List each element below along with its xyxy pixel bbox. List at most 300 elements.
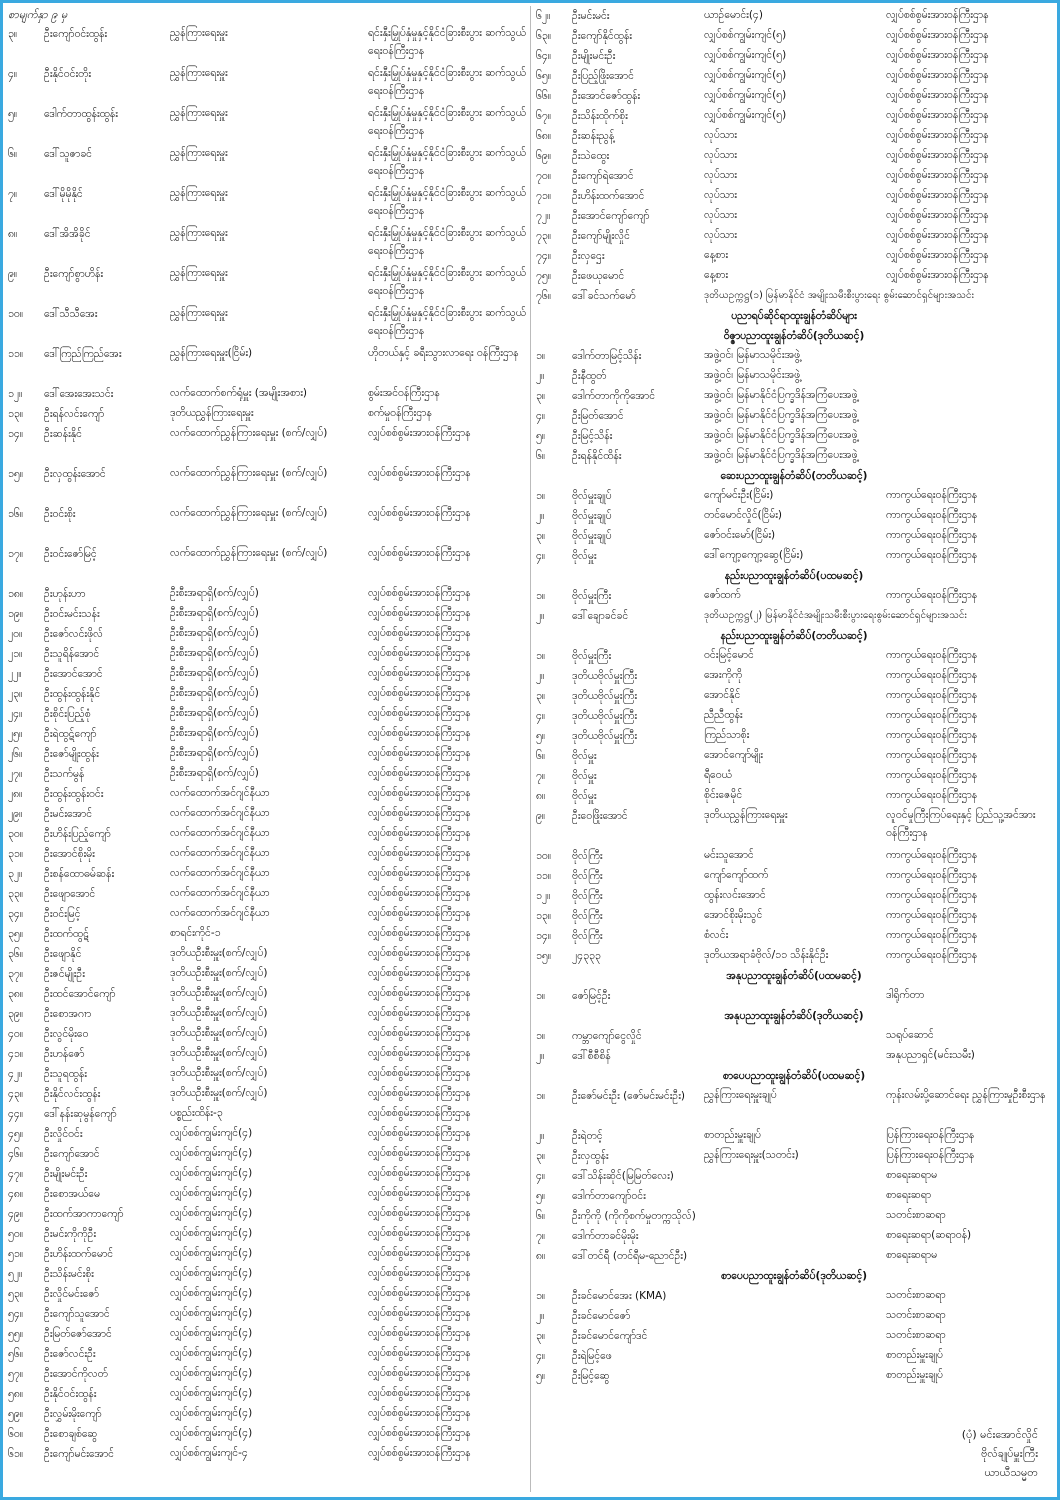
person-department: လျှပ်စစ်စွမ်းအားဝန်ကြီးဌာန bbox=[886, 109, 989, 121]
item-number: ၅။ bbox=[536, 730, 546, 742]
section-heading: ဆေးပညာထူးချွန်တံဆိပ်(တတိယဆင့်) bbox=[720, 470, 868, 482]
person-rank: လက်ထောက်စက်ရုံမှူး (အမျိုးအစား) bbox=[170, 387, 307, 399]
list-item bbox=[8, 404, 526, 424]
person-rank: လုပ်သား bbox=[704, 149, 737, 161]
person-rank: လျှပ်စစ်ကျွမ်းကျင်(၅) bbox=[704, 29, 787, 41]
person-rank: ညွှန်ကြားရေးမှူးချုပ် bbox=[704, 1089, 777, 1101]
item-number: ၁၁။ bbox=[536, 870, 551, 882]
person-rank: ကျော်ကျော်ထက် bbox=[704, 869, 769, 881]
person-department: ကာကွယ်ရေးဝန်ကြီးဌာန bbox=[886, 769, 978, 781]
list-item bbox=[536, 1086, 1052, 1126]
person-name: ဦးဇော်လင်းဖိုလ် bbox=[44, 628, 103, 640]
person-name: ဦးလွင်မိုးဝေ bbox=[44, 1028, 89, 1040]
person-name: ဗိုလ်မှူးကြီး bbox=[572, 650, 612, 662]
person-department: လျှပ်စစ်စွမ်းအားဝန်ကြီးဌာန bbox=[368, 947, 471, 959]
person-name: ဦးကျော်ဝင်းထွန်း bbox=[44, 28, 108, 40]
person-department: ပြန်ကြားရေးဝန်ကြီးဌာန bbox=[886, 1129, 975, 1141]
person-department: အနုပညာရှင်(မင်းသမီး) bbox=[886, 1049, 975, 1061]
person-rank: လျှပ်စစ်ကျွမ်းကျင်(၄) bbox=[170, 1267, 253, 1279]
section-heading: ပညာရပ်ဆိုင်ရာထူးချွန်တံဆိပ်များ bbox=[731, 310, 857, 322]
person-department: လျှပ်စစ်စွမ်းအားဝန်ကြီးဌာန bbox=[368, 687, 471, 699]
item-number: ၈။ bbox=[536, 790, 546, 802]
list-item bbox=[8, 884, 526, 904]
person-name: ဦးကျော်သူအောင် bbox=[44, 1308, 110, 1320]
person-name: ဦးကျော်ရဲအောင် bbox=[572, 170, 634, 182]
person-department: ရင်းနှီးမြှုပ်နှံမှုနှင့်နိုင်ငံခြားစီးပွား ဆက်သွယ်ရေးဝန်ကြီးဌာန bbox=[368, 147, 526, 177]
list-item bbox=[8, 1424, 526, 1444]
list-item bbox=[536, 66, 1052, 86]
item-number: ၃၂။ bbox=[8, 868, 23, 880]
list-item bbox=[536, 646, 1052, 666]
list-item bbox=[8, 384, 526, 404]
person-name: ဦးသူရထွန်း bbox=[44, 1068, 87, 1080]
person-department: လျှပ်စစ်စွမ်းအားဝန်ကြီးဌာန bbox=[886, 149, 989, 161]
person-rank: ဦးစီးအရာရှိ(စက်/လျှပ်) bbox=[170, 607, 259, 619]
item-number: ၂။ bbox=[536, 510, 545, 522]
list-item bbox=[8, 184, 526, 224]
person-rank: စံလင်း bbox=[704, 929, 729, 941]
person-department: လျှပ်စစ်စွမ်းအားဝန်ကြီးဌာန bbox=[368, 667, 471, 679]
person-rank: ရီဝေယံ bbox=[704, 769, 732, 781]
person-rank: လျှပ်စစ်ကျွမ်းကျင်(၅) bbox=[704, 89, 787, 101]
person-rank: လျှပ်စစ်ကျွမ်းကျင်(၄) bbox=[170, 1167, 253, 1179]
list-item bbox=[8, 224, 526, 264]
list-item bbox=[536, 846, 1052, 866]
person-name: ဒေါက်တာမြင့်သိန်း bbox=[572, 350, 642, 362]
item-number: ၃။ bbox=[8, 28, 18, 40]
person-rank: ညွှန်ကြားရေးမှူး bbox=[170, 107, 228, 119]
person-name: ဦးခင်မောင်အေး (KMA) bbox=[572, 1290, 667, 1302]
item-number: ၄။ bbox=[536, 550, 546, 562]
person-rank: လက်ထောက်အင်ဂျင်နီယာ bbox=[170, 847, 270, 859]
list-item bbox=[536, 986, 1052, 1006]
item-number: ၁။ bbox=[536, 1290, 546, 1302]
person-rank: ဒေါ်ကျော့ကျော့ဆွေ(ငြိမ်း) bbox=[704, 549, 804, 561]
list-item bbox=[536, 406, 1052, 426]
person-department bbox=[886, 386, 1052, 406]
person-rank: လျှပ်စစ်ကျွမ်းကျင်(၄) bbox=[170, 1147, 253, 1159]
item-number: ၁။ bbox=[536, 1090, 546, 1102]
list-item bbox=[536, 246, 1052, 266]
list-item bbox=[536, 1046, 1052, 1066]
list-item bbox=[536, 426, 1052, 446]
list-item bbox=[536, 806, 1052, 846]
person-department: စာရေးဆရာ bbox=[886, 1189, 932, 1201]
list-item bbox=[8, 64, 526, 104]
person-name: ဦးမင်းမင်း bbox=[572, 10, 610, 22]
person-rank: လျှပ်စစ်ကျွမ်းကျင်(၅) bbox=[704, 109, 787, 121]
list-item bbox=[8, 1104, 526, 1124]
person-department: ကာကွယ်ရေးဝန်ကြီးဌာန bbox=[886, 789, 978, 801]
person-name: ဦးလှထွန်းအောင် bbox=[44, 468, 106, 480]
person-name: ဦးသဲထွေး bbox=[572, 150, 610, 162]
person-rank: ဇော်ထက် bbox=[704, 589, 741, 601]
person-rank: ဦးစီးအရာရှိ(စက်/လျှပ်) bbox=[170, 587, 259, 599]
person-department: လျှပ်စစ်စွမ်းအားဝန်ကြီးဌာန bbox=[368, 1087, 471, 1099]
list-item bbox=[536, 1166, 1052, 1186]
person-name: ဦးဟိန်းပြည့်ကျော် bbox=[44, 828, 111, 840]
list-item bbox=[536, 1366, 1052, 1386]
list-item bbox=[536, 946, 1052, 966]
person-title: ဒုတိယဥက္ကဋ္ဌ(၁) မြန်မာနိုင်ငံ အမျိုးသမီးစီးပွားရေး စွမ်းဆောင်ရှင်များအသင်း bbox=[704, 290, 975, 301]
page-header: စာမျက်နှာ ၉ မှ bbox=[8, 8, 68, 21]
person-department: သတင်းစာဆရာ bbox=[886, 1329, 946, 1341]
item-number: ၃။ bbox=[536, 1330, 546, 1342]
item-number: ၁၇။ bbox=[8, 548, 23, 560]
person-department: ဟိုတယ်နှင့် ခရီးသွားလာရေး ဝန်ကြီးဌာန bbox=[368, 347, 519, 359]
person-department: လျှပ်စစ်စွမ်းအားဝန်ကြီးဌာန bbox=[886, 209, 989, 221]
person-name: ဦးဟိန်းထက်အောင် bbox=[572, 190, 645, 202]
list-item bbox=[8, 824, 526, 844]
item-number: ၂၀။ bbox=[8, 628, 23, 640]
person-department: ကာကွယ်ရေးဝန်ကြီးဌာန bbox=[886, 909, 978, 921]
person-name: ဒေါ်ကြည်ကြည်အေး bbox=[44, 348, 122, 360]
person-name: ဦးလှိုင်မင်းဇော် bbox=[44, 1288, 99, 1300]
list-item bbox=[536, 866, 1052, 886]
person-department: လျှပ်စစ်စွမ်းအားဝန်ကြီးဌာန bbox=[886, 89, 989, 101]
list-item bbox=[8, 1084, 526, 1104]
person-rank: လက်ထောက်အင်ဂျင်နီယာ bbox=[170, 867, 270, 879]
item-number: ၄။ bbox=[536, 710, 546, 722]
list-item bbox=[8, 264, 526, 304]
person-department: လျှပ်စစ်စွမ်းအားဝန်ကြီးဌာန bbox=[886, 269, 989, 281]
list-item bbox=[8, 1244, 526, 1264]
person-rank: ဒုတိယဦးစီးမှူး(စက်/လျှပ်) bbox=[170, 967, 268, 979]
person-name: ဒေါ်နန်းဆုမွန်ကျော် bbox=[44, 1108, 117, 1120]
person-rank: လုပ်သား bbox=[704, 209, 737, 221]
person-department: ကာကွယ်ရေးဝန်ကြီးဌာန bbox=[886, 889, 978, 901]
person-name: ဦးမြတ်အောင် bbox=[572, 410, 624, 422]
list-item bbox=[8, 704, 526, 724]
item-number: ၄၂။ bbox=[8, 1068, 23, 1080]
person-name: ဒေါ်စီစီစိန် bbox=[572, 1050, 611, 1062]
person-department: ကာကွယ်ရေးဝန်ကြီးဌာန bbox=[886, 669, 978, 681]
list-item bbox=[536, 706, 1052, 726]
item-number: ၆။ bbox=[536, 750, 546, 762]
item-number: ၄၄။ bbox=[8, 1108, 23, 1120]
person-name: ဦးကိုကို (ကိုကိုစက်မှုတက္ကသိုလ်) bbox=[572, 1210, 696, 1222]
person-name: ဦးထင်အောင်ကျော် bbox=[44, 988, 116, 1000]
person-name: ဗိုလ်မှူးချုပ် bbox=[572, 510, 612, 522]
item-number: ၃၅။ bbox=[8, 928, 23, 940]
item-number: ၂၇။ bbox=[8, 768, 23, 780]
item-number: ၁၈။ bbox=[8, 588, 24, 600]
list-item bbox=[8, 24, 526, 64]
item-number: ၄။ bbox=[536, 1350, 546, 1362]
section-heading: နည်းပညာထူးချွန်တံဆိပ်(ပထမဆင့်) bbox=[724, 570, 864, 582]
person-department: လျှပ်စစ်စွမ်းအားဝန်ကြီးဌာန bbox=[368, 867, 471, 879]
person-rank: လျှပ်စစ်ကျွမ်းကျင်(၄) bbox=[170, 1187, 253, 1199]
list-item bbox=[536, 746, 1052, 766]
person-rank: လျှပ်စစ်ကျွမ်းကျင်(၄) bbox=[170, 1287, 253, 1299]
person-rank: စာရင်းကိုင်-၁ bbox=[170, 927, 221, 939]
person-rank: လျှပ်စစ်ကျွမ်းကျင်(၅) bbox=[704, 49, 787, 61]
person-name: ဦးမင်းကိုကိုဦး bbox=[44, 1228, 97, 1240]
person-department: ကာကွယ်ရေးဝန်ကြီးဌာန bbox=[886, 749, 978, 761]
list-item bbox=[536, 266, 1052, 286]
person-rank: လက်ထောက်အင်ဂျင်နီယာ bbox=[170, 907, 270, 919]
person-department: ပြန်ကြားရေးဝန်ကြီးဌာန bbox=[886, 1149, 975, 1161]
list-item bbox=[536, 206, 1052, 226]
person-name: ဒုတိယဗိုလ်မှူးကြီး bbox=[572, 710, 638, 722]
person-department: စာတည်းမှူးချုပ် bbox=[886, 1369, 943, 1381]
list-item bbox=[536, 126, 1052, 146]
person-rank bbox=[704, 1186, 886, 1206]
person-rank: လက်ထောက်ညွှန်ကြားရေးမှူး (စက်/လျှပ်) bbox=[170, 507, 328, 519]
person-name: ဦးရဲတင့် bbox=[572, 1130, 603, 1142]
person-department: လျှပ်စစ်စွမ်းအားဝန်ကြီးဌာန bbox=[886, 189, 989, 201]
person-name: ဒေါ်အိအိခိုင် bbox=[44, 228, 91, 240]
person-department: လျှပ်စစ်စွမ်းအားဝန်ကြီးဌာန bbox=[368, 767, 471, 779]
person-name: ဇော်မြင့်ဦး bbox=[572, 990, 611, 1002]
person-department: ကာကွယ်ရေးဝန်ကြီးဌာန bbox=[886, 869, 978, 881]
item-number: ၆၆။ bbox=[536, 90, 551, 102]
person-rank: လျှပ်စစ်ကျွမ်းကျင်(၄) bbox=[170, 1307, 253, 1319]
item-number: ၄၁။ bbox=[8, 1048, 23, 1060]
person-name: ဦးဆန်းနိုင် bbox=[44, 428, 82, 440]
item-number: ၇၅။ bbox=[536, 270, 551, 282]
person-name: ဒေါ်မိုမိုနိုင် bbox=[44, 188, 83, 200]
list-item bbox=[8, 1164, 526, 1184]
item-number: ၂။ bbox=[536, 1310, 545, 1322]
list-item bbox=[8, 784, 526, 804]
person-name: ဦးလှိုင်ဝင်း bbox=[44, 1128, 83, 1140]
person-department: စွမ်းအင်ဝန်ကြီးဌာန bbox=[368, 387, 440, 399]
person-name: ဒေါ်အေးအေးသင်း bbox=[44, 388, 114, 400]
person-name: ဦးလွှမ်းမိုးကျော် bbox=[44, 1408, 102, 1420]
list-item bbox=[536, 1306, 1052, 1326]
person-department: လျှပ်စစ်စွမ်းအားဝန်ကြီးဌာန bbox=[368, 1127, 471, 1139]
item-number: ၂။ bbox=[536, 670, 545, 682]
item-number: ၃။ bbox=[536, 390, 546, 402]
item-number: ၇၀။ bbox=[536, 170, 551, 182]
item-number: ၁၃။ bbox=[8, 408, 23, 420]
person-rank: ဦးစီးအရာရှိ(စက်/လျှပ်) bbox=[170, 687, 259, 699]
person-rank: အဖွဲ့ဝင်၊ မြန်မာနိုင်ငံပြက္ခဒိန်အကြံပေးအဖွဲ့ bbox=[704, 449, 858, 461]
person-rank: ဦးစီးအရာရှိ(စက်/လျှပ်) bbox=[170, 747, 259, 759]
item-number: ၅၁။ bbox=[8, 1248, 23, 1260]
list-item bbox=[8, 1184, 526, 1204]
item-number: ၂၉။ bbox=[8, 808, 23, 820]
item-number: ၄။ bbox=[536, 410, 546, 422]
list-item bbox=[8, 684, 526, 704]
item-number: ၉။ bbox=[536, 810, 546, 822]
person-name: ဦးဆန်းညွန့် bbox=[572, 130, 615, 142]
person-department: လျှပ်စစ်စွမ်းအားဝန်ကြီးဌာန bbox=[886, 249, 989, 261]
person-name: ဗိုလ်မှူးချုပ် bbox=[572, 530, 612, 542]
person-name: ဦးနိုင်ဝင်းထွန်း bbox=[44, 1388, 97, 1400]
list-item bbox=[8, 1124, 526, 1144]
item-number: ၅။ bbox=[8, 108, 18, 120]
person-name: ဦးဇင်မျိုးဦး bbox=[44, 968, 85, 980]
item-number: ၆၇။ bbox=[536, 110, 551, 122]
list-item bbox=[536, 526, 1052, 546]
person-department: ရင်းနှီးမြှုပ်နှံမှုနှင့်နိုင်ငံခြားစီးပွား ဆက်သွယ်ရေးဝန်ကြီးဌာန bbox=[368, 187, 526, 217]
item-number: ၃။ bbox=[536, 530, 546, 542]
person-department: လျှပ်စစ်စွမ်းအားဝန်ကြီးဌာန bbox=[886, 169, 989, 181]
person-rank: ဦးစီးအရာရှိ(စက်/လျှပ်) bbox=[170, 647, 259, 659]
list-item bbox=[8, 844, 526, 864]
list-item bbox=[8, 804, 526, 824]
person-rank: ဦးစီးအရာရှိ(စက်/လျှပ်) bbox=[170, 727, 259, 739]
person-department: ကာကွယ်ရေးဝန်ကြီးဌာန bbox=[886, 729, 978, 741]
person-department: လျှပ်စစ်စွမ်းအားဝန်ကြီးဌာန bbox=[368, 1147, 471, 1159]
person-name: ဦးမြင့်သိန်း bbox=[572, 430, 613, 442]
item-number: ၂။ bbox=[536, 370, 545, 382]
person-name: ဦးသိန်းထိုက်စိုး bbox=[572, 110, 628, 122]
list-item bbox=[536, 686, 1052, 706]
person-department: ကာကွယ်ရေးဝန်ကြီးဌာန bbox=[886, 949, 978, 961]
item-number: ၅၆။ bbox=[8, 1348, 23, 1360]
item-number: ၂။ bbox=[536, 610, 545, 622]
person-department bbox=[886, 406, 1052, 426]
person-rank: ဒုတိယဦးစီးမှူး(စက်/လျှပ်) bbox=[170, 947, 268, 959]
person-rank: လုပ်သား bbox=[704, 129, 737, 141]
list-item bbox=[536, 186, 1052, 206]
person-department: လူဝင်မှုကြီးကြပ်ရေးနှင့် ပြည်သူ့အင်အားဝန်ကြီးဌာန bbox=[886, 809, 1036, 839]
item-number: ၂။ bbox=[536, 1050, 545, 1062]
item-number: ၃၉။ bbox=[8, 1008, 23, 1020]
list-item bbox=[536, 226, 1052, 246]
person-department bbox=[886, 366, 1052, 386]
item-number: ၁၀။ bbox=[8, 308, 23, 320]
item-number: ၅၄။ bbox=[8, 1308, 23, 1320]
person-name: ဦးထက်ထွဋ် bbox=[44, 928, 89, 940]
list-item bbox=[536, 446, 1052, 466]
section-heading: စာပေပညာထူးချွန်တံဆိပ်(ပထမဆင့်) bbox=[722, 1070, 866, 1082]
item-number: ၇။ bbox=[8, 188, 18, 200]
person-department: စက်မှုဝန်ကြီးဌာန bbox=[368, 407, 432, 419]
person-rank: လက်ထောက်အင်ဂျင်နီယာ bbox=[170, 787, 270, 799]
list-item bbox=[8, 1324, 526, 1344]
item-number: ၁၅။ bbox=[536, 950, 551, 962]
person-rank: လုပ်သား bbox=[704, 229, 737, 241]
person-rank: ဒုတိယဦးစီးမှူး(စက်/လျှပ်) bbox=[170, 1047, 268, 1059]
person-rank: လျှပ်စစ်ကျွမ်းကျင်(၄) bbox=[170, 1207, 253, 1219]
item-number: ၄၃။ bbox=[8, 1088, 23, 1100]
item-number: ၄၀။ bbox=[8, 1028, 23, 1040]
item-number: ၇။ bbox=[536, 770, 546, 782]
person-department: လျှပ်စစ်စွမ်းအားဝန်ကြီးဌာန bbox=[368, 1247, 471, 1259]
person-department: လျှပ်စစ်စွမ်းအားဝန်ကြီးဌာန bbox=[368, 987, 471, 999]
person-name: ဒေါ်ချောခင်ခင် bbox=[572, 610, 629, 622]
list-item bbox=[536, 926, 1052, 946]
person-name: ဦးစောအဂၢာ bbox=[44, 1008, 92, 1020]
person-name: ဦးဇော်မျိုးထွန်း bbox=[44, 748, 99, 760]
item-number: ၆၉။ bbox=[536, 150, 551, 162]
item-number: ၃။ bbox=[536, 1150, 546, 1162]
person-department: လျှပ်စစ်စွမ်းအားဝန်ကြီးဌာန bbox=[368, 507, 471, 519]
person-name: ဗိုလ်မှူး bbox=[572, 750, 597, 762]
person-name: ဦးဝေဖြိုးအောင် bbox=[572, 810, 628, 822]
person-department: သတင်းစာဆရာ bbox=[886, 1209, 946, 1221]
list-item bbox=[8, 764, 526, 784]
item-number: ၅၀။ bbox=[8, 1228, 23, 1240]
list-item bbox=[536, 1246, 1052, 1266]
person-department: လျှပ်စစ်စွမ်းအားဝန်ကြီးဌာန bbox=[368, 1267, 471, 1279]
list-item bbox=[536, 1146, 1052, 1166]
person-department: လျှပ်စစ်စွမ်းအားဝန်ကြီးဌာန bbox=[368, 1347, 471, 1359]
signature-rank: ဗိုလ်ချုပ်မှူးကြီး bbox=[981, 1447, 1038, 1460]
person-rank: အဖွဲ့ဝင်၊ မြန်မာသမိုင်းအဖွဲ့ bbox=[704, 369, 801, 381]
list-item bbox=[536, 26, 1052, 46]
list-item bbox=[8, 1264, 526, 1284]
person-department: လျှပ်စစ်စွမ်းအားဝန်ကြီးဌာန bbox=[368, 1327, 471, 1339]
list-item bbox=[536, 606, 1052, 626]
section-heading: အနုပညာထူးချွန်တံဆိပ်(ပထမဆင့်) bbox=[726, 970, 862, 982]
item-number: ၄။ bbox=[536, 1170, 546, 1182]
person-name: ကမ္ဘာကျော်ငွေလှိုင် bbox=[572, 1030, 642, 1042]
item-number: ၁၁။ bbox=[8, 348, 23, 360]
list-item bbox=[536, 1286, 1052, 1306]
item-number: ၅၅။ bbox=[8, 1328, 23, 1340]
person-rank: မင်းသူအောင် bbox=[704, 849, 754, 861]
person-rank: ညွှန်ကြားရေးမှူး bbox=[170, 227, 228, 239]
person-department: လျှပ်စစ်စွမ်းအားဝန်ကြီးဌာန bbox=[368, 707, 471, 719]
person-name: ဦးဇော်မင်းဦး (ဇော်မင်းမင်းဦး) bbox=[572, 1090, 685, 1102]
person-name: ဒေါက်တာခင်မိုးမိုး bbox=[572, 1230, 639, 1242]
person-rank bbox=[704, 1286, 886, 1306]
list-item bbox=[536, 766, 1052, 786]
person-rank: ဒုတိယအရာခံဗိုလ်/၁၁ သိန်းနိုင်ဦး bbox=[704, 949, 829, 961]
item-number: ၃၁။ bbox=[8, 848, 23, 860]
item-number: ၅။ bbox=[536, 1370, 546, 1382]
item-number: ၂၂။ bbox=[8, 668, 22, 680]
person-name: ဗိုလ်ကြီး bbox=[572, 910, 603, 922]
list-item bbox=[536, 666, 1052, 686]
person-rank: ဦးစီးအရာရှိ(စက်/လျှပ်) bbox=[170, 707, 259, 719]
item-number: ၁၉။ bbox=[8, 608, 23, 620]
person-name: ဦးဝင်းမြင့် bbox=[44, 908, 81, 920]
person-department: လျှပ်စစ်စွမ်းအားဝန်ကြီးဌာန bbox=[368, 1407, 471, 1419]
person-name: ဦးကျော်စွာဟိန်း bbox=[44, 268, 104, 280]
person-name: ၂၄၃၃၃ bbox=[572, 950, 601, 962]
person-rank: ညီညီထွန်း bbox=[704, 709, 743, 721]
person-department: လျှပ်စစ်စွမ်းအားဝန်ကြီးဌာန bbox=[886, 229, 989, 241]
item-number: ၅၈။ bbox=[8, 1388, 24, 1400]
item-number: ၉။ bbox=[8, 268, 18, 280]
person-name: ဒေါက်တာထွန်းထွန်း bbox=[44, 108, 118, 120]
person-department: လျှပ်စစ်စွမ်းအားဝန်ကြီးဌာန bbox=[368, 1367, 471, 1379]
item-number: ၁၃။ bbox=[536, 910, 551, 922]
person-name: ဦးဇော်လင်းဦး bbox=[44, 1348, 96, 1360]
person-name: ဦးဖေယုမောင် bbox=[572, 270, 625, 282]
list-item bbox=[536, 146, 1052, 166]
list-item bbox=[536, 1186, 1052, 1206]
list-item bbox=[8, 1364, 526, 1384]
person-name: ဦးကျော်အောင် bbox=[44, 1148, 100, 1160]
person-name: ဦးအောင်စိုးမိုး bbox=[44, 848, 95, 860]
person-name: ဦးကျော်နိုင်ထွန်း bbox=[572, 30, 632, 42]
document-page bbox=[8, 6, 1052, 1492]
person-department: လျှပ်စစ်စွမ်းအားဝန်ကြီးဌာန bbox=[368, 787, 471, 799]
person-department: လျှပ်စစ်စွမ်းအားဝန်ကြီးဌာန bbox=[368, 1167, 471, 1179]
person-name: ဦးမျိုးမင်းဦး bbox=[44, 1168, 88, 1180]
person-name: ဦးဟုန်းဟာ bbox=[44, 588, 86, 600]
person-name: ဗိုလ်မှူးကြီး bbox=[572, 590, 612, 602]
person-department: လျှပ်စစ်စွမ်းအားဝန်ကြီးဌာန bbox=[368, 1007, 471, 1019]
person-name: ဗိုလ်ကြီး bbox=[572, 870, 603, 882]
section-heading: ဝိဇ္ဇာပညာထူးချွန်တံဆိပ်(ဒုတိယဆင့်) bbox=[723, 330, 865, 342]
list-item bbox=[8, 1064, 526, 1084]
person-department: လျှပ်စစ်စွမ်းအားဝန်ကြီးဌာန bbox=[368, 967, 471, 979]
person-name: ဦးဖျောနိုင် bbox=[44, 948, 82, 960]
person-department: လျှပ်စစ်စွမ်းအားဝန်ကြီးဌာန bbox=[368, 1187, 471, 1199]
item-number: ၂။ bbox=[536, 1130, 545, 1142]
section-heading: စာပေပညာထူးချွန်တံဆိပ်(ဒုတိယဆင့်) bbox=[720, 1270, 867, 1282]
person-rank: ညွှန်ကြားရေးမှူး bbox=[170, 27, 228, 39]
list-item bbox=[536, 1326, 1052, 1346]
